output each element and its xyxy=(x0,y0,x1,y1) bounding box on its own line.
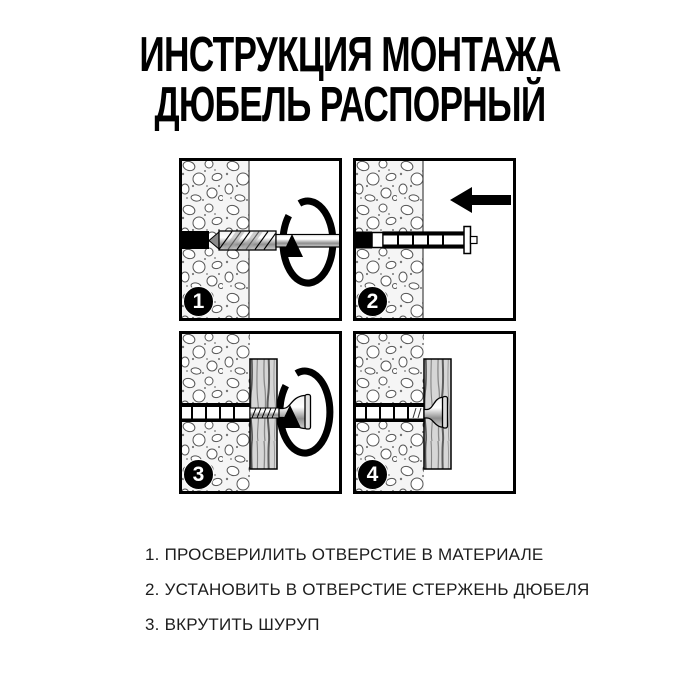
page-title xyxy=(0,30,700,130)
title-line-1: ИНСТРУКЦИЯ МОНТАЖА xyxy=(139,28,561,82)
step-number: 1. xyxy=(145,545,160,564)
panel-finished xyxy=(353,331,516,494)
drilled-hole xyxy=(182,231,209,249)
panel-insert-dowel xyxy=(353,158,516,321)
left-arrow-icon xyxy=(450,187,511,213)
step-text: ВКРУТИТЬ ШУРУП xyxy=(164,615,320,634)
title-line-2: ДЮБЕЛЬ РАСПОРНЫЙ xyxy=(154,78,546,132)
drill-bit xyxy=(209,231,340,250)
step-item-2 xyxy=(145,580,589,600)
dowel-in-wall xyxy=(356,403,424,422)
step-badge-2: 2 xyxy=(357,286,388,317)
step-badge-1: 1 xyxy=(183,286,214,317)
step-number: 3. xyxy=(145,615,160,634)
step-badge-4: 4 xyxy=(357,459,388,490)
drilled-hole xyxy=(356,232,372,249)
diagram-grid xyxy=(179,158,516,494)
step-item-3 xyxy=(145,615,589,635)
step-item-1 xyxy=(145,545,589,565)
step-badge-3: 3 xyxy=(183,459,214,490)
panel-screw-in xyxy=(179,331,342,494)
step-text: ПРОСВЕРИЛИТЬ ОТВЕРСТИЕ В МАТЕРИАЛЕ xyxy=(164,545,544,564)
step-number: 2. xyxy=(145,580,160,599)
steps-list xyxy=(145,545,589,650)
step-text: УСТАНОВИТЬ В ОТВЕРСТИЕ СТЕРЖЕНЬ ДЮБЕЛЯ xyxy=(164,580,590,599)
panel-drill-hole xyxy=(179,158,342,321)
dowel-in-wall xyxy=(182,403,250,422)
